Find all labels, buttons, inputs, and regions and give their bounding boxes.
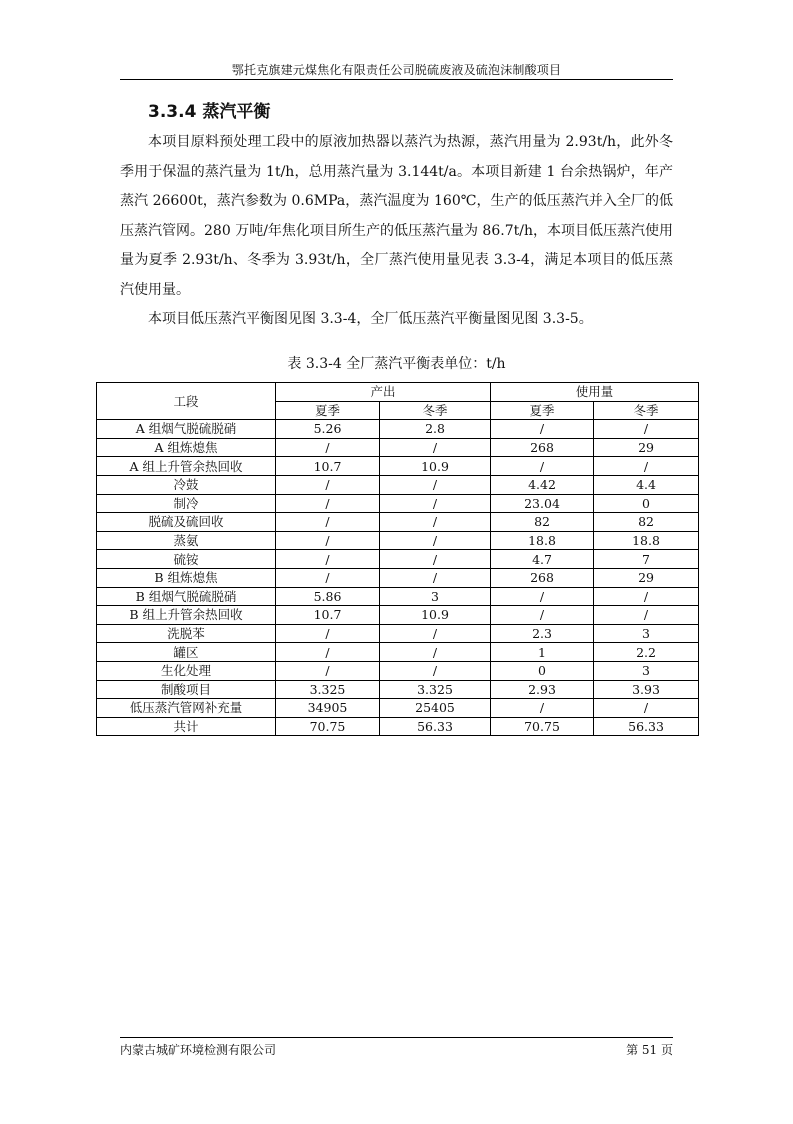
cell-output-winter: / (380, 661, 491, 680)
cell-output-winter: 56.33 (380, 717, 491, 736)
cell-usage-winter: 56.33 (594, 717, 699, 736)
footer-page-number: 第 51 页 (626, 1043, 673, 1057)
cell-section: 脱硫及硫回收 (97, 513, 276, 532)
cell-output-winter: 10.9 (380, 606, 491, 625)
cell-usage-winter: 29 (594, 568, 699, 587)
cell-usage-summer: 2.3 (491, 624, 594, 643)
column-header-output-winter: 冬季 (380, 401, 491, 420)
cell-section: 洗脱苯 (97, 624, 276, 643)
cell-usage-winter: / (594, 420, 699, 439)
table-row (97, 606, 699, 625)
cell-output-summer: 3.325 (276, 680, 380, 699)
cell-output-summer: / (276, 643, 380, 662)
header-divider (120, 79, 673, 80)
cell-output-summer: 5.26 (276, 420, 380, 439)
cell-output-winter: / (380, 624, 491, 643)
cell-usage-winter: / (594, 587, 699, 606)
cell-section: 制酸项目 (97, 680, 276, 699)
cell-usage-summer: / (491, 457, 594, 476)
table-row (97, 568, 699, 587)
cell-usage-winter: 2.2 (594, 643, 699, 662)
cell-output-winter: 3.325 (380, 680, 491, 699)
cell-usage-summer: 23.04 (491, 494, 594, 513)
cell-usage-summer: / (491, 699, 594, 718)
cell-section: 冷鼓 (97, 475, 276, 494)
column-header-section: 工段 (97, 383, 276, 420)
cell-usage-winter: 3 (594, 661, 699, 680)
cell-usage-summer: / (491, 420, 594, 439)
cell-output-summer: / (276, 550, 380, 569)
cell-section: 制冷 (97, 494, 276, 513)
cell-section: 蒸氨 (97, 531, 276, 550)
table-row (97, 531, 699, 550)
steam-balance-table (96, 382, 699, 736)
cell-usage-summer: 268 (491, 438, 594, 457)
cell-usage-summer: 70.75 (491, 717, 594, 736)
cell-section: 生化处理 (97, 661, 276, 680)
cell-usage-winter: / (594, 457, 699, 476)
cell-section: 硫铵 (97, 550, 276, 569)
cell-output-summer: 10.7 (276, 606, 380, 625)
cell-output-summer: 10.7 (276, 457, 380, 476)
cell-section: A 组炼熄焦 (97, 438, 276, 457)
body-paragraph: 本项目原料预处理工段中的原液加热器以蒸汽为热源，蒸汽用量为 2.93t/h，此外冬季用于保温的蒸汽量为 1t/h，总用蒸汽量为 3.144t/a。本项目新建 1 台余热锅炉，年产蒸汽 26600t，蒸汽参数为 0.6MPa，蒸汽温度为 160℃，生产的低压蒸汽并入全厂的低压蒸汽管网。280 万吨/年焦化项目所生产的低压蒸汽量为 86.7t/h，本项目低压蒸汽使用量为夏季 2.93t/h、冬季为 3.93t/h，全厂蒸汽使用量见表 3.3-4，满足本项目的低压蒸汽使用量。 (120, 134, 673, 298)
cell-output-summer: 70.75 (276, 717, 380, 736)
cell-section: 罐区 (97, 643, 276, 662)
cell-usage-winter: 4.4 (594, 475, 699, 494)
cell-output-summer: / (276, 494, 380, 513)
cell-output-summer: / (276, 438, 380, 457)
table-row (97, 587, 699, 606)
column-group-usage: 使用量 (491, 383, 699, 402)
table-row (97, 624, 699, 643)
cell-usage-summer: 18.8 (491, 531, 594, 550)
cell-output-summer: / (276, 661, 380, 680)
cell-output-winter: 10.9 (380, 457, 491, 476)
cell-output-winter: / (380, 475, 491, 494)
cell-section: B 组烟气脱硫脱硝 (97, 587, 276, 606)
section-heading: 3.3.4 蒸汽平衡 (148, 102, 271, 122)
cell-output-winter: / (380, 494, 491, 513)
table-row (97, 457, 699, 476)
cell-usage-summer: 82 (491, 513, 594, 532)
cell-output-summer: / (276, 568, 380, 587)
cell-output-winter: / (380, 568, 491, 587)
table-row (97, 680, 699, 699)
table-row (97, 420, 699, 439)
cell-usage-winter: 29 (594, 438, 699, 457)
cell-usage-summer: 268 (491, 568, 594, 587)
table-row (97, 494, 699, 513)
table-body (97, 420, 699, 736)
cell-section: B 组炼熄焦 (97, 568, 276, 587)
column-header-output-summer: 夏季 (276, 401, 380, 420)
table-row (97, 717, 699, 736)
table-row (97, 661, 699, 680)
cell-usage-winter: 7 (594, 550, 699, 569)
cell-usage-summer: 2.93 (491, 680, 594, 699)
cell-usage-summer: 4.7 (491, 550, 594, 569)
cell-section: A 组烟气脱硫脱硝 (97, 420, 276, 439)
table-row (97, 475, 699, 494)
footer-company: 内蒙古城矿环境检测有限公司 (120, 1043, 277, 1057)
cell-usage-winter: 3.93 (594, 680, 699, 699)
cell-usage-winter: 82 (594, 513, 699, 532)
cell-usage-winter: 18.8 (594, 531, 699, 550)
cell-output-winter: / (380, 513, 491, 532)
cell-output-summer: / (276, 475, 380, 494)
cell-output-summer: / (276, 531, 380, 550)
table-row (97, 513, 699, 532)
column-header-usage-summer: 夏季 (491, 401, 594, 420)
table-row (97, 550, 699, 569)
cell-output-winter: / (380, 438, 491, 457)
cell-section: A 组上升管余热回收 (97, 457, 276, 476)
table-caption: 表 3.3-4 全厂蒸汽平衡表单位：t/h (287, 356, 506, 372)
cell-output-winter: / (380, 643, 491, 662)
column-group-output: 产出 (276, 383, 491, 402)
cell-usage-winter: / (594, 606, 699, 625)
cell-usage-winter: 3 (594, 624, 699, 643)
cell-section: B 组上升管余热回收 (97, 606, 276, 625)
cell-output-winter: / (380, 531, 491, 550)
cell-usage-winter: / (594, 699, 699, 718)
cell-usage-winter: 0 (594, 494, 699, 513)
cell-output-winter: 2.8 (380, 420, 491, 439)
table-row (97, 643, 699, 662)
cell-usage-summer: / (491, 606, 594, 625)
cell-output-summer: / (276, 624, 380, 643)
table-row (97, 438, 699, 457)
cell-output-winter: 3 (380, 587, 491, 606)
cell-section: 共计 (97, 717, 276, 736)
cell-output-winter: / (380, 550, 491, 569)
cell-usage-summer: 1 (491, 643, 594, 662)
cell-usage-summer: 4.42 (491, 475, 594, 494)
cell-usage-summer: 0 (491, 661, 594, 680)
cell-output-summer: 34905 (276, 699, 380, 718)
table-row (97, 699, 699, 718)
page-header-title: 鄂托克旗建元煤焦化有限责任公司脱硫废液及硫泡沫制酸项目 (231, 63, 562, 77)
cell-output-summer: 5.86 (276, 587, 380, 606)
cell-output-winter: 25405 (380, 699, 491, 718)
cell-section: 低压蒸汽管网补充量 (97, 699, 276, 718)
cell-usage-summer: / (491, 587, 594, 606)
cell-output-summer: / (276, 513, 380, 532)
column-header-usage-winter: 冬季 (594, 401, 699, 420)
body-text (120, 128, 673, 335)
footer-divider (120, 1037, 673, 1038)
body-paragraph: 本项目低压蒸汽平衡图见图 3.3-4，全厂低压蒸汽平衡量图见图 3.3-5。 (148, 311, 593, 327)
